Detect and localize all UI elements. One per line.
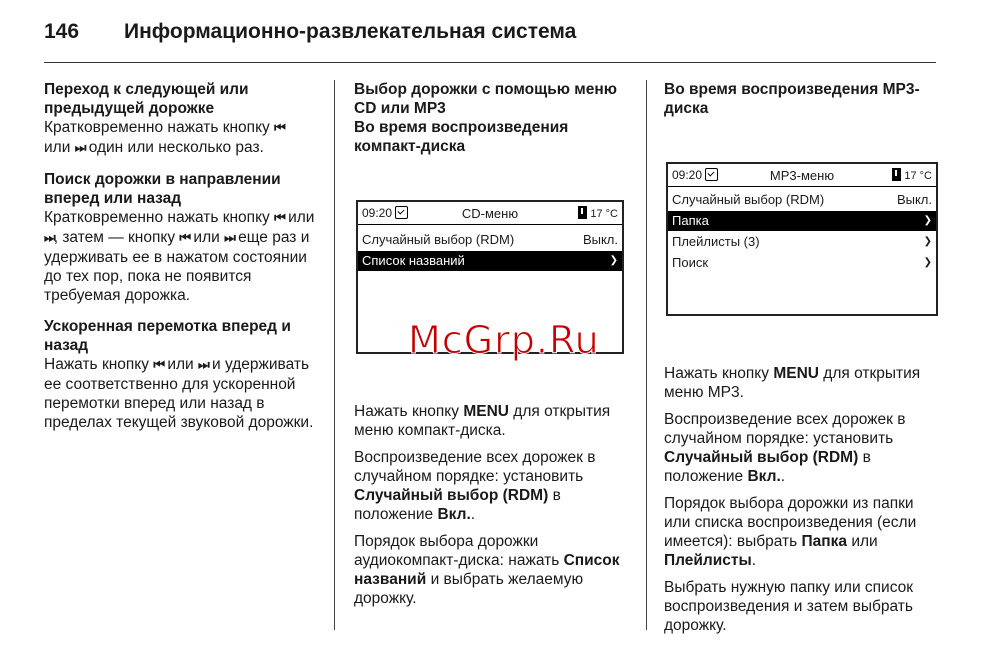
chevron-right-icon: ❯ (609, 255, 618, 266)
page-number: 146 (44, 20, 80, 43)
paragraph-open-menu: Нажать кнопку MENU для открытия меню MP3. (664, 365, 921, 401)
column-divider-left (334, 80, 335, 630)
next-track-icon: ⏭ (44, 231, 54, 246)
prev-track-icon: ⏮ (274, 121, 284, 136)
next-track-icon: ⏭ (74, 141, 85, 156)
menu-item-value: Выкл. (582, 232, 618, 247)
column-3 (664, 80, 944, 118)
section-heading-mp3: Во время воспроизведения MP3-диска (664, 81, 920, 117)
screen-header (358, 202, 622, 225)
prev-track-icon: ⏮ (179, 231, 190, 246)
section-text-next-prev: Кратковременно нажать кнопку ⏮ или ⏭ один или несколько раз. (44, 119, 284, 156)
thermometer-icon (578, 206, 587, 219)
paragraph-open-menu: Нажать кнопку MENU для открытия меню компакт-диска. (354, 403, 611, 439)
section-heading-fast-forward: Ускоренная перемотка вперед и назад (44, 318, 291, 354)
screen-time: 09:20 (672, 168, 718, 182)
next-track-icon: ⏭ (224, 231, 234, 246)
paragraph-random-play: Воспроизведение всех дорожек в случайном порядке: установить Случайный выбор (RDM) в положение Вкл.. (354, 449, 596, 523)
section-heading-track-select: Выбор дорожки с помощью меню CD или MP3 (354, 81, 617, 117)
screen-title: CD-меню (461, 206, 519, 221)
page-title: Информационно-развлекательная система (124, 20, 577, 43)
paragraph-track-order: Порядок выбора дорожки аудиокомпакт-диска: нажать Список названий и выбрать желаемую дорожку. (354, 533, 620, 607)
prev-track-icon: ⏮ (274, 211, 284, 226)
column-2 (354, 80, 634, 156)
section-text-search: Кратковременно нажать кнопку ⏮ или ⏭, затем — кнопку ⏮ или ⏭ еще раз и удерживать ее в нажатом состоянии до тех пор, пока не появится требуемая дорожка. (44, 209, 315, 304)
column-divider-right (646, 80, 647, 630)
section-text-fast-forward: Нажать кнопку ⏮ или ⏭ и удерживать ее соответственно для ускоренной перемотки вперед или назад в пределах текущей звуковой дорожки. (44, 356, 314, 431)
section-subheading-cd: Во время воспроизведения компакт-диска (354, 119, 569, 155)
mp3-menu-screen (666, 162, 938, 316)
section-heading-search: Поиск дорожки в направлении вперед или назад (44, 171, 281, 207)
menu-item-random[interactable]: Случайный выбор (RDM) Выкл. (358, 230, 622, 250)
paragraph-folder-select: Порядок выбора дорожки из папки или списка воспроизведения (если имеется): выбрать Папка или Плейлисты. (664, 495, 917, 569)
screen-temperature: 17 °C (578, 206, 618, 220)
screen-time: 09:20 (362, 206, 408, 220)
menu-item-playlists[interactable]: Плейлисты (3) ❯ (668, 232, 936, 252)
column-3-body (664, 364, 942, 635)
paragraph-random-play: Воспроизведение всех дорожек в случайном порядке: установить Случайный выбор (RDM) в положение Вкл.. (664, 411, 906, 485)
watermark: McGrp.Ru (408, 318, 600, 362)
menu-item-search[interactable]: Поиск ❯ (668, 253, 936, 273)
menu-item-value: Выкл. (896, 192, 932, 207)
paragraph-choose-track: Выбрать нужную папку или список воспроизведения и затем выбрать дорожку. (664, 579, 914, 634)
thermometer-icon (892, 168, 901, 181)
chevron-right-icon: ❯ (923, 215, 932, 226)
menu-item-folder[interactable]: Папка ❯ (668, 211, 936, 231)
chevron-right-icon: ❯ (923, 257, 932, 268)
chevron-right-icon: ❯ (923, 236, 932, 247)
next-track-icon: ⏭ (198, 358, 208, 373)
section-heading-next-prev: Переход к следующей или предыдущей дорожке (44, 81, 249, 117)
screen-title: MP3-меню (769, 168, 835, 183)
menu-item-random[interactable]: Случайный выбор (RDM) Выкл. (668, 190, 936, 210)
header-rule (44, 62, 936, 63)
screen-header (668, 164, 936, 187)
prev-track-icon: ⏮ (153, 358, 164, 373)
menu-item-track-list[interactable]: Список названий ❯ (358, 251, 622, 271)
column-1 (44, 80, 319, 432)
screen-temperature: 17 °C (892, 168, 932, 182)
column-2-body (354, 402, 634, 608)
